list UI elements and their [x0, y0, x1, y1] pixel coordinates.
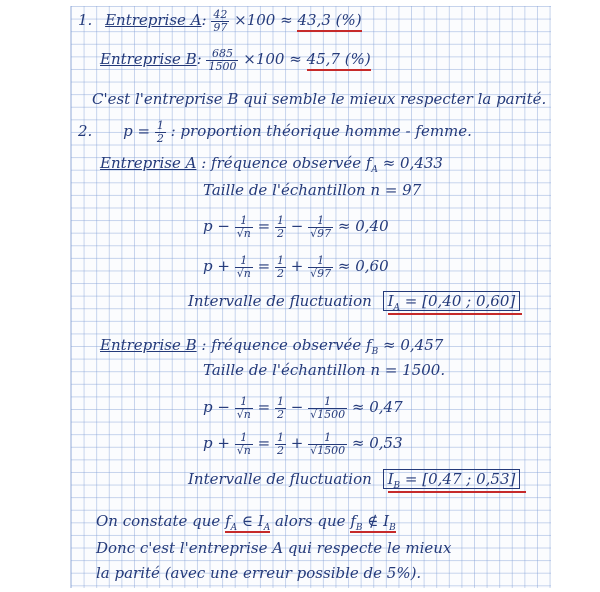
b-minus-eq: =: [257, 398, 271, 417]
fraction-b: [206, 48, 238, 72]
a-interval-name: I: [387, 292, 394, 310]
a-plus-op: +: [290, 257, 304, 276]
b-minus-root-den: √1500: [310, 407, 346, 421]
fraction-a-den: 97: [213, 20, 228, 34]
colon: :: [196, 50, 202, 69]
a-minus-op: −: [290, 217, 304, 236]
result-a: 43,3 (%): [297, 11, 361, 32]
part1-line-b: [100, 48, 371, 72]
fraction-b-num: 685: [206, 48, 238, 61]
b-freq-sub: B: [371, 347, 379, 357]
p-intro: p =: [123, 122, 155, 141]
part1-line-a: [78, 9, 362, 33]
a-plus-line: [203, 255, 389, 279]
b-minus-frac: [235, 396, 253, 420]
b-section-label: Entreprise B: [100, 336, 197, 354]
a-plus-half: [275, 255, 286, 279]
p-description: : proportion théorique homme - femme.: [170, 122, 472, 141]
a-minus-frac: [235, 215, 253, 239]
b-freq-text: : fréquence observée f: [201, 336, 372, 354]
final-1-fb: [350, 512, 395, 533]
b-interval-red-underline: [388, 491, 526, 493]
a-plus-value: ≈ 0,60: [337, 257, 389, 276]
a-minus-line: [203, 215, 389, 239]
a-plus-half-den: 2: [276, 266, 284, 280]
a-freq-value: ≈ 0,433: [377, 154, 443, 172]
b-plus-frac: [235, 432, 253, 456]
b-interval-box: [383, 469, 521, 489]
b-plus-half-num: 1: [276, 431, 284, 444]
a-minus-half: [275, 215, 286, 239]
b-plus-root: [308, 432, 347, 456]
b-plus-half: [275, 432, 286, 456]
final-1-fa-sub: A: [230, 523, 238, 533]
b-minus-value: ≈ 0,47: [351, 398, 403, 417]
a-interval-box: [383, 291, 521, 311]
fraction-a: [211, 9, 229, 33]
final-1-in: ∈ I: [237, 512, 264, 530]
a-plus-root-num: 1: [308, 255, 333, 268]
fraction-a-num: 42: [213, 8, 228, 21]
b-plus-left: p +: [203, 434, 230, 453]
a-freq-sub: A: [371, 165, 378, 175]
part2-line-p: [78, 120, 472, 144]
a-interval-red-underline: [388, 313, 522, 315]
b-plus-frac-den: √n: [236, 443, 251, 457]
p-den: 2: [156, 131, 164, 145]
part2-number: 2.: [78, 122, 93, 141]
final-line-1: [96, 514, 396, 533]
b-minus-root-num: 1: [308, 396, 347, 409]
final-line-2: Donc c'est l'entreprise A qui respecte le mieux: [96, 539, 452, 557]
final-1-notin: ∉ I: [362, 512, 390, 530]
a-minus-frac-num: 1: [235, 215, 253, 228]
times-100-a: ×100 ≈: [234, 11, 293, 30]
final-1-fa: [225, 512, 270, 533]
b-plus-line: [203, 432, 403, 456]
b-size-line: Taille de l'échantillon n = 1500.: [203, 361, 446, 379]
result-b: 45,7 (%): [307, 50, 371, 71]
entreprise-b-label: Entreprise B: [100, 50, 197, 69]
part1-number: 1.: [78, 11, 93, 30]
a-section-label: Entreprise A: [100, 154, 197, 172]
b-minus-root: [308, 396, 347, 420]
a-plus-left: p +: [203, 257, 230, 276]
a-interval-label: Intervalle de fluctuation: [188, 292, 372, 310]
b-minus-half: [275, 396, 286, 420]
b-interval-name: I: [387, 470, 394, 488]
a-minus-half-num: 1: [276, 214, 284, 227]
a-interval-line: [188, 294, 520, 313]
b-freq-value: ≈ 0,457: [378, 336, 444, 354]
a-interval-sub: A: [393, 303, 400, 313]
b-minus-line: [203, 396, 403, 420]
a-interval-value: = [0,40 ; 0,60]: [404, 292, 516, 310]
a-minus-left: p −: [203, 217, 230, 236]
a-plus-root: [308, 255, 333, 279]
entreprise-a-label: Entreprise A: [105, 11, 202, 30]
final-1-fa-f: f: [225, 512, 231, 530]
b-interval-line: [188, 472, 520, 491]
a-plus-frac-num: 1: [235, 255, 253, 268]
b-plus-half-den: 2: [276, 443, 284, 457]
a-plus-frac-den: √n: [236, 266, 251, 280]
b-plus-op: +: [290, 434, 304, 453]
fraction-b-den: 1500: [208, 59, 237, 73]
final-1-a: On constate que: [96, 512, 226, 530]
b-minus-half-num: 1: [276, 395, 284, 408]
b-plus-value: ≈ 0,53: [351, 434, 403, 453]
final-line-3: la parité (avec une erreur possible de 5%).: [96, 564, 422, 582]
b-minus-half-den: 2: [276, 407, 284, 421]
b-interval-sub: B: [393, 481, 401, 491]
b-plus-root-den: √1500: [310, 443, 346, 457]
a-plus-frac: [235, 255, 253, 279]
p-num: 1: [156, 119, 164, 132]
a-freq-line: [100, 156, 443, 175]
part1-conclusion: C'est l'entreprise B qui semble le mieux respecter la parité.: [92, 90, 547, 108]
a-size-line: Taille de l'échantillon n = 97: [203, 181, 422, 199]
b-plus-frac-num: 1: [235, 432, 253, 445]
a-minus-root: [308, 215, 333, 239]
colon: :: [201, 11, 207, 30]
a-minus-value: ≈ 0,40: [337, 217, 389, 236]
times-100-b: ×100 ≈: [243, 50, 302, 69]
b-plus-eq: =: [257, 434, 271, 453]
final-1-in-sub: A: [263, 523, 271, 533]
a-freq-text: : fréquence observée f: [201, 154, 372, 172]
b-minus-frac-num: 1: [235, 396, 253, 409]
a-minus-root-den: √97: [310, 226, 332, 240]
final-1-fb-f: f: [350, 512, 356, 530]
b-freq-line: [100, 338, 443, 357]
a-minus-half-den: 2: [276, 226, 284, 240]
final-1-fb-sub: B: [355, 523, 363, 533]
b-minus-left: p −: [203, 398, 230, 417]
a-plus-eq: =: [257, 257, 271, 276]
b-plus-root-num: 1: [308, 432, 347, 445]
b-interval-label: Intervalle de fluctuation: [188, 470, 372, 488]
p-fraction: [155, 120, 166, 144]
a-plus-root-den: √97: [310, 266, 332, 280]
b-minus-frac-den: √n: [236, 407, 251, 421]
final-1-notin-sub: B: [389, 523, 396, 533]
a-minus-frac-den: √n: [236, 226, 251, 240]
b-minus-op: −: [290, 398, 304, 417]
final-1-d: alors que: [270, 512, 351, 530]
a-plus-half-num: 1: [276, 254, 284, 267]
a-minus-eq: =: [257, 217, 271, 236]
b-interval-value: = [0,47 ; 0,53]: [404, 470, 516, 488]
a-minus-root-num: 1: [308, 215, 333, 228]
